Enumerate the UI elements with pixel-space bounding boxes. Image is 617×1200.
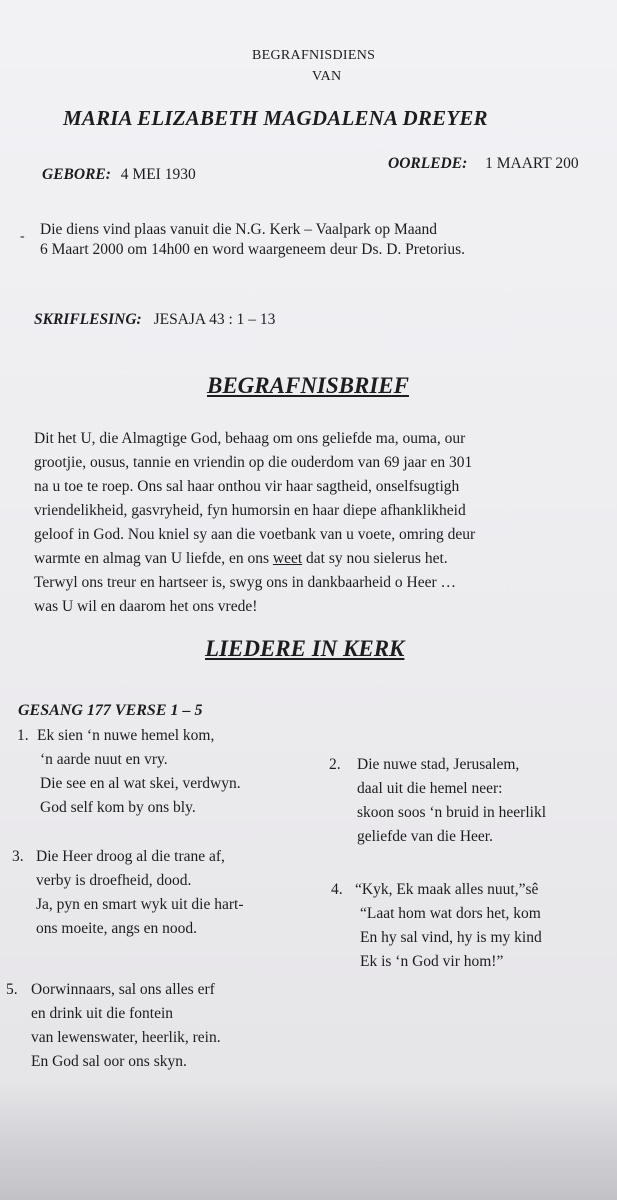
letter-heading: BEGRAFNISBRIEF (207, 373, 409, 398)
letter-line-1: Dit het U, die Almagtige God, behaag om ons geliefde ma, ouma, our (34, 430, 466, 447)
verse-line: daal uit die hemel neer: (357, 780, 503, 797)
verse-line: Ek is ‘n God vir hom!” (360, 953, 504, 970)
song-title: GESANG 177 VERSE 1 – 5 (18, 702, 203, 719)
reading-value: JESAJA 43 : 1 – 13 (153, 311, 276, 328)
verse-number: 2. (329, 756, 341, 773)
verse-line: “Kyk, Ek maak alles nuut,”sê (355, 881, 539, 898)
verse-line: Oorwinnaars, sal ons alles erf (31, 981, 215, 998)
letter-underlined-word: weet (272, 550, 303, 567)
born-row (42, 166, 196, 184)
letter-line-5: geloof in God. Nou kniel sy aan die voetbank van u voete, omring deur (34, 526, 476, 543)
letter-line-8: was U wil en daarom het ons vrede! (34, 598, 258, 615)
verse-line: ‘n aarde nuut en vry. (40, 751, 168, 768)
letter-line-7: Terwyl ons treur en hartseer is, swyg ons in dankbaarheid o Heer … (34, 574, 457, 591)
letter-line-3: na u toe te roep. Ons sal haar onthou vir haar sagtheid, onselfsugtigh (34, 478, 460, 495)
died-value: 1 MAART 200 (485, 155, 579, 172)
letter-line-6-end: dat sy nou sielerus het. (302, 550, 448, 567)
verse-line: “Laat hom wat dors het, kom (360, 905, 541, 922)
verse-line: en drink uit die fontein (31, 1005, 174, 1022)
born-label: GEBORE: (42, 166, 111, 183)
verse-line: ons moeite, angs en nood. (36, 920, 198, 937)
verse-line: God self kom by ons bly. (40, 799, 196, 816)
title-line-2: VAN (312, 69, 342, 84)
service-line-1: Die diens vind plaas vanuit die N.G. Kerk – Vaalpark op Maand (40, 221, 438, 238)
songs-heading: LIEDERE IN KERK (205, 636, 405, 661)
service-bullet: - (20, 229, 25, 244)
verse-line: En hy sal vind, hy is my kind (360, 929, 542, 946)
verse-number: 3. (12, 848, 24, 865)
letter-line-4: vriendelikheid, gasvryheid, fyn humorsin en haar diepe afhanklikheid (34, 502, 466, 519)
verse-number: 5. (6, 981, 18, 998)
service-line-2: 6 Maart 2000 om 14h00 en word waargeneem deur Ds. D. Pretorius. (40, 241, 466, 258)
paper-shadow (0, 1080, 617, 1200)
died-row (388, 155, 579, 173)
verse-line: verby is droefheid, dood. (36, 872, 192, 889)
verse-line: En God sal oor ons skyn. (31, 1053, 187, 1070)
title-line-1: BEGRAFNISDIENS (252, 48, 376, 63)
verse-line: geliefde van die Heer. (357, 828, 493, 845)
letter-line-6 (34, 547, 448, 572)
verse-number: 4. (331, 881, 343, 898)
deceased-name: MARIA ELIZABETH MAGDALENA DREYER (63, 106, 488, 130)
verse-number: 1. (17, 727, 29, 744)
reading-row (34, 311, 275, 329)
verse-line: Ja, pyn en smart wyk uit die hart- (36, 896, 244, 913)
verse-line: skoon soos ‘n bruid in heerlikl (357, 804, 546, 821)
died-label: OORLEDE: (388, 155, 468, 172)
reading-label: SKRIFLESING: (34, 311, 142, 328)
verse-line: Die Heer droog al die trane af, (36, 848, 225, 865)
verse-line: Die nuwe stad, Jerusalem, (357, 756, 520, 773)
verse-line: van lewenswater, heerlik, rein. (31, 1029, 221, 1046)
letter-line-2: grootjie, ousus, tannie en vriendin op die ouderdom van 69 jaar en 301 (34, 454, 473, 471)
verse-line: Die see en al wat skei, verdwyn. (40, 775, 241, 792)
letter-line-6-start: warmte en almag van U liefde, en ons (34, 550, 269, 567)
verse-line: Ek sien ‘n nuwe hemel kom, (37, 727, 215, 744)
born-value: 4 MEI 1930 (120, 166, 196, 183)
